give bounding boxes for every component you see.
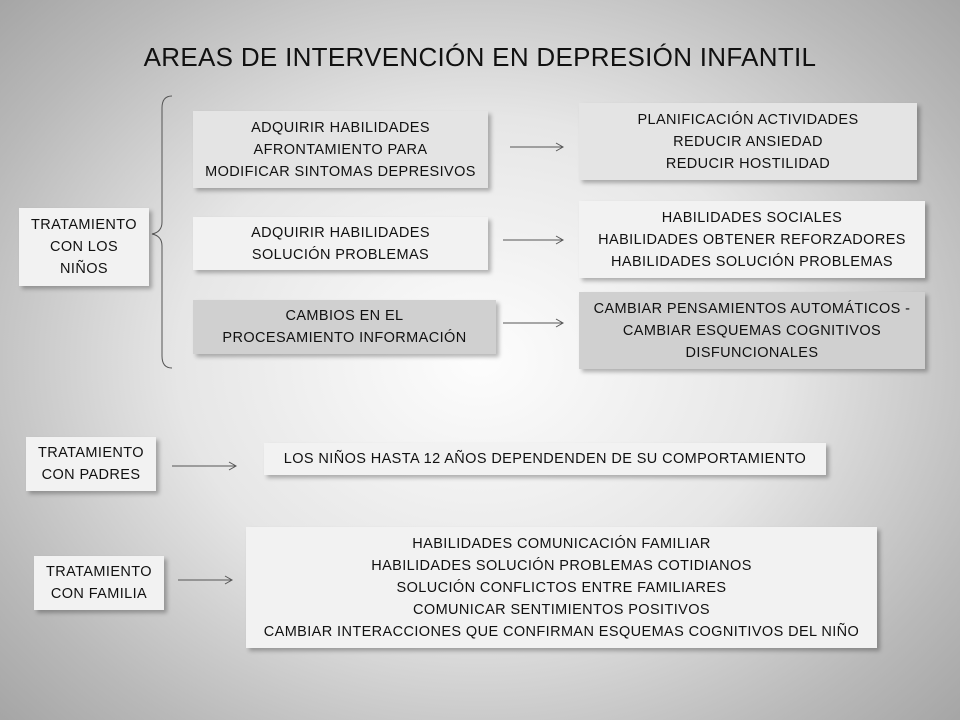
arrow-area2 bbox=[503, 236, 563, 244]
parents-target-box bbox=[264, 443, 826, 475]
area2-line: SOLUCIÓN PROBLEMAS bbox=[251, 246, 430, 263]
area3-line: CAMBIOS EN EL bbox=[285, 308, 404, 324]
family-target: HABILIDADES SOLUCIÓN PROBLEMAS COTIDIANOS bbox=[371, 557, 752, 574]
family-target: SOLUCIÓN CONFLICTOS ENTRE FAMILIARES bbox=[396, 579, 727, 596]
area1-target: PLANIFICACIÓN ACTIVIDADES bbox=[637, 111, 859, 128]
family-target: COMUNICAR SENTIMIENTOS POSITIVOS bbox=[413, 601, 710, 618]
family-label-line: CON FAMILIA bbox=[50, 586, 148, 602]
diagram-title: AREAS DE INTERVENCIÓN EN DEPRESIÓN INFANTIL bbox=[143, 42, 817, 72]
area3-box bbox=[193, 300, 496, 354]
parents-label-line: CON PADRES bbox=[41, 467, 141, 483]
area3-line: PROCESAMIENTO INFORMACIÓN bbox=[222, 330, 467, 346]
children-label-line: CON LOS bbox=[49, 239, 119, 255]
family-targets-box bbox=[246, 527, 877, 648]
arrow-area1 bbox=[510, 143, 563, 151]
area1-targets-box bbox=[579, 103, 917, 180]
area2-box bbox=[193, 217, 488, 270]
area3-target: DISFUNCIONALES bbox=[685, 344, 819, 361]
brace bbox=[152, 96, 172, 368]
area1-target: REDUCIR HOSTILIDAD bbox=[665, 155, 831, 172]
area2-line: ADQUIRIR HABILIDADES bbox=[251, 224, 430, 241]
parents-treatment-box bbox=[26, 437, 156, 491]
arrow-area3 bbox=[503, 319, 563, 327]
area1-target: REDUCIR ANSIEDAD bbox=[673, 133, 823, 150]
arrow-parents bbox=[172, 462, 236, 470]
family-target: HABILIDADES COMUNICACIÓN FAMILIAR bbox=[412, 535, 711, 552]
area2-target: HABILIDADES SOLUCIÓN PROBLEMAS bbox=[611, 253, 893, 270]
area3-targets-box bbox=[579, 292, 925, 369]
area1-line: AFRONTAMIENTO PARA bbox=[253, 141, 428, 158]
area1-box bbox=[193, 111, 488, 188]
parents-label-line: TRATAMIENTO bbox=[38, 445, 144, 461]
children-treatment-box bbox=[19, 208, 149, 286]
children-label-line: NIÑOS bbox=[60, 261, 108, 277]
arrow-family bbox=[178, 576, 232, 584]
area1-line: MODIFICAR SINTOMAS DEPRESIVOS bbox=[205, 163, 476, 180]
area3-target: CAMBIAR PENSAMIENTOS AUTOMÁTICOS - bbox=[593, 300, 911, 317]
area1-line: ADQUIRIR HABILIDADES bbox=[251, 119, 430, 136]
family-treatment-box bbox=[34, 556, 164, 610]
area3-target: CAMBIAR ESQUEMAS COGNITIVOS bbox=[622, 322, 882, 339]
area2-target: HABILIDADES SOCIALES bbox=[661, 209, 843, 226]
family-target: CAMBIAR INTERACCIONES QUE CONFIRMAN ESQUEMAS COGNITIVOS DEL NIÑO bbox=[263, 623, 860, 640]
parents-target: LOS NIÑOS HASTA 12 AÑOS DEPENDENDEN DE SU COMPORTAMIENTO bbox=[283, 451, 807, 467]
family-label-line: TRATAMIENTO bbox=[46, 564, 152, 580]
area2-target: HABILIDADES OBTENER REFORZADORES bbox=[598, 231, 906, 248]
area2-targets-box bbox=[579, 201, 925, 278]
children-label-line: TRATAMIENTO bbox=[31, 217, 137, 233]
